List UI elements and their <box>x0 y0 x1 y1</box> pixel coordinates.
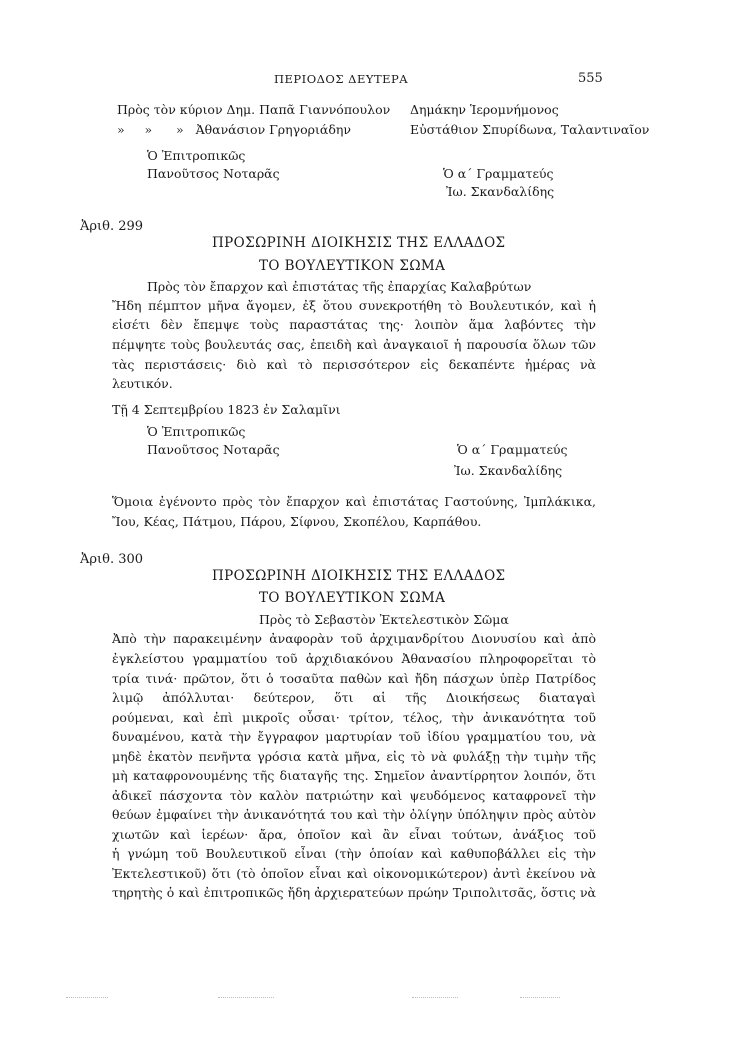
signature-name-left: Πανοῦτσος Νοταρᾶς <box>147 166 280 181</box>
body-line: ἡ γνώμη τοῦ Βουλευτικοῦ εἶναι (τὴν ὁποίαν καὶ καθυποβάλλει εἰς τὴν <box>112 846 596 861</box>
body-line: τηρητὴς ὁ καὶ ἐπιτροπικῶς ἤδη ἀρχιερατεύων πρώην Τριπολιτσᾶς, ὅστις νὰ <box>112 885 596 900</box>
scan-artifact <box>218 997 274 998</box>
body-line: τὰς περιστάσεις· διὸ καὶ τὸ περισσότερον εἰς δεκαπέντε ἡμέρας νὰ <box>112 357 596 372</box>
body-line: εἰσέτι δὲν ἔπεμψε τοὺς παραστάτας της· λοιπὸν ἅμα λαβόντες τὴν <box>112 317 596 332</box>
addressee: Πρὸς τὸ Σεβαστὸν Ἐκτελεστικὸν Σῶμα <box>259 612 509 627</box>
running-title: ΠΕΡΙΟΔΟΣ ΔΕΥΤΕΡΑ <box>274 72 409 86</box>
body-line: λιμῷ ἀπόλλυται· δεύτερον, ὅτι αἱ τῆς Διοικήσεως διαταγαὶ <box>112 690 596 705</box>
body-line: χιωτῶν καὶ ἱερέων· ἄρα, ὁποῖον καὶ ἂν εἶναι τούτων, ἀνάξιος τοῦ <box>112 827 596 842</box>
document-title: ΠΡΟΣΩΡΙΝΗ ΔΙΟΙΚΗΣΙΣ ΤΗΣ ΕΛΛΑΔΟΣ <box>212 568 506 584</box>
document-number: Ἀριθ. 299 <box>80 219 144 234</box>
body-line: ἐγκλείστου γραμματίου τοῦ ἀρχιδιακόνου Ἀθανασίου πληροφορεῖται τὸ <box>112 651 596 666</box>
body-line: ἀδικεῖ πάσχοντα τὸν καλὸν πατριώτην καὶ ψευδόμενος καταφρονεῖ τὴν <box>112 788 596 803</box>
recipient-line-1: Πρὸς τὸν κύριον Δημ. Παπᾶ Γιαννόπουλον <box>117 102 391 117</box>
document-subtitle: ΤΟ ΒΟΥΛΕΥΤΙΚΟΝ ΣΩΜΑ <box>259 590 446 606</box>
document-subtitle: ΤΟ ΒΟΥΛΕΥΤΙΚΟΝ ΣΩΜΑ <box>259 258 446 274</box>
body-line: θεύων ἐμφαίνει τὴν ἀνικανότητά του καὶ τὴν ὀλίγην ὑπόληψιν πρὸς αὐτὸν <box>112 807 596 822</box>
body-line: πέμψητε τοὺς βουλευτάς σας, ἐπειδὴ καὶ ἀναγκαιοῖ ἡ παρουσία ὅλων τῶν <box>112 337 596 352</box>
signature-role-right: Ὁ α΄ Γραμματεύς <box>457 442 568 457</box>
body-line: τρία τινά· πρῶτον, ὅτι ὁ τοσαῦτα παθὼν καὶ ἤδη πάσχων ὑπὲρ Πατρίδος <box>112 671 596 686</box>
body-line: μηδὲ ἑκατὸν πενῆντα γρόσια κατὰ μῆνα, εἰς τὸ νὰ φυλάξῃ τὴν τιμὴν τῆς <box>112 749 596 764</box>
body-line: δυναμένου, κατὰ τὴν ἔγγραφον μαρτυρίαν τοῦ ἰδίου γραμματίου του, νὰ <box>112 729 596 744</box>
signature-role-left: Ὁ Ἐπιτροπικῶς <box>147 424 246 439</box>
recipient-line-1-right: Δημάκην Ἱερομνήμονος <box>410 102 559 117</box>
recipient-line-2: » » » Ἀθανάσιον Γρηγοριάδην <box>117 122 351 137</box>
body-line: Ἀπὸ τὴν παρακειμένην ἀναφορὰν τοῦ ἀρχιμανδρίτου Διονυσίου καὶ ἀπὸ <box>112 631 596 646</box>
page-number: 555 <box>578 71 603 86</box>
addressee: Πρὸς τὸν ἔπαρχον καὶ ἐπιστάτας τῆς ἐπαρχίας Καλαβρύτων <box>147 279 532 294</box>
body-line: μὴ καταφρονουμένης τῆς διαταγῆς της. Σημεῖον ἀναντίρρητον λοιπόν, ὅτι <box>112 768 596 783</box>
body-line: Ἐκτελεστικοῦ) ὅτι (τὸ ὁποῖον εἶναι καὶ οἰκονομικώτερον) ἀντὶ ἐκείνου νὰ <box>112 866 596 881</box>
document-title: ΠΡΟΣΩΡΙΝΗ ΔΙΟΙΚΗΣΙΣ ΤΗΣ ΕΛΛΑΔΟΣ <box>212 235 506 251</box>
body-line: ρούμεναι, καὶ ἐπὶ μικροῖς οὖσαι· τρίτον, τέλος, τὴν ἀνικανότητα τοῦ <box>112 710 596 725</box>
signature-name-right: Ἰω. Σκανδαλίδης <box>446 184 555 199</box>
signature-role-right: Ὁ α΄ Γραμματεύς <box>443 166 554 181</box>
recipient-line-2-right: Εὐστάθιον Σπυρίδωνα, Ταλαντιναῖον <box>410 122 650 137</box>
document-date: Τῇ 4 Σεπτεμβρίου 1823 ἐν Σαλαμῖνι <box>112 402 341 417</box>
body-line: Ἤδη πέμπτον μῆνα ἄγομεν, ἐξ ὅτου συνεκροτήθη τὸ Βουλευτικόν, καὶ ἡ <box>112 298 596 313</box>
scan-artifact <box>412 997 458 998</box>
note-line: Ἴου, Κέας, Πάτμου, Πάρου, Σίφνου, Σκοπέλου, Καρπάθου. <box>112 514 482 529</box>
signature-role-left: Ὁ Ἐπιτροπικῶς <box>147 148 246 163</box>
signature-name-right: Ἰω. Σκανδαλίδης <box>454 463 563 478</box>
document-number: Ἀριθ. 300 <box>80 552 144 567</box>
signature-name-left: Πανοῦτσος Νοταρᾶς <box>147 442 280 457</box>
scan-artifact <box>520 997 560 998</box>
body-line: λευτικόν. <box>112 376 173 391</box>
scan-artifact <box>66 997 108 998</box>
note-line: Ὅμοια ἐγένοντο πρὸς τὸν ἔπαρχον καὶ ἐπιστάτας Γαστούνης, Ἰμπλάκικα, <box>112 494 596 509</box>
